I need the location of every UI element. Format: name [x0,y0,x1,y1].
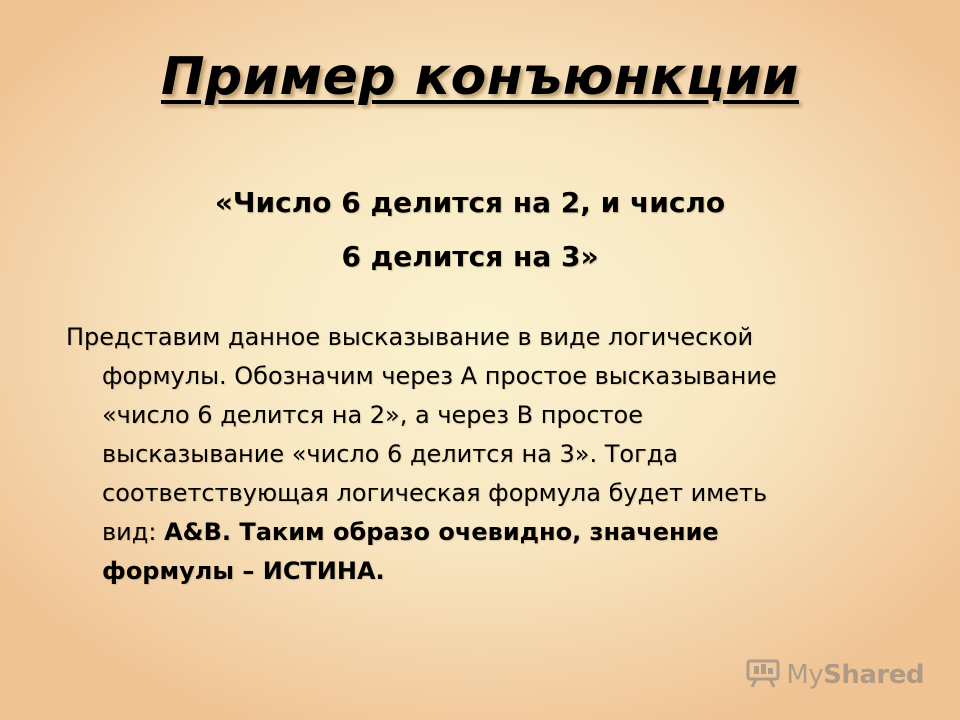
watermark-text-bold: Shared [823,660,924,690]
body-line-6 [66,513,886,552]
presentation-board-icon [746,658,780,692]
watermark-text-light: My [786,660,824,690]
slide-title: Пример конъюнкции [161,47,799,107]
body-line-6-bold: А&В. Таким образо очевидно, значение [164,518,719,546]
body-line-5: соответствующая логическая формула будет иметь [102,479,768,507]
body-line-4: высказывание «число 6 делится на 3». Тогда [102,440,678,468]
quote-line-1: «Число 6 делится на 2, и число [214,186,726,219]
watermark [746,658,924,692]
body-line-1: Представим данное высказывание в виде логической [66,323,754,351]
body-line-7 [66,552,886,591]
watermark-text [786,660,924,690]
body-line-7-bold: формулы – ИСТИНА. [102,557,385,585]
body-paragraph [66,318,886,591]
body-line-3: «число 6 делится на 2», а через В простое [102,401,643,429]
body-line-2: формулы. Обозначим через А простое высказывание [102,362,777,390]
quote-line-2: 6 делится на 3» [341,240,599,273]
quote-block [0,176,940,284]
body-line-6-prefix: вид: [102,518,165,546]
